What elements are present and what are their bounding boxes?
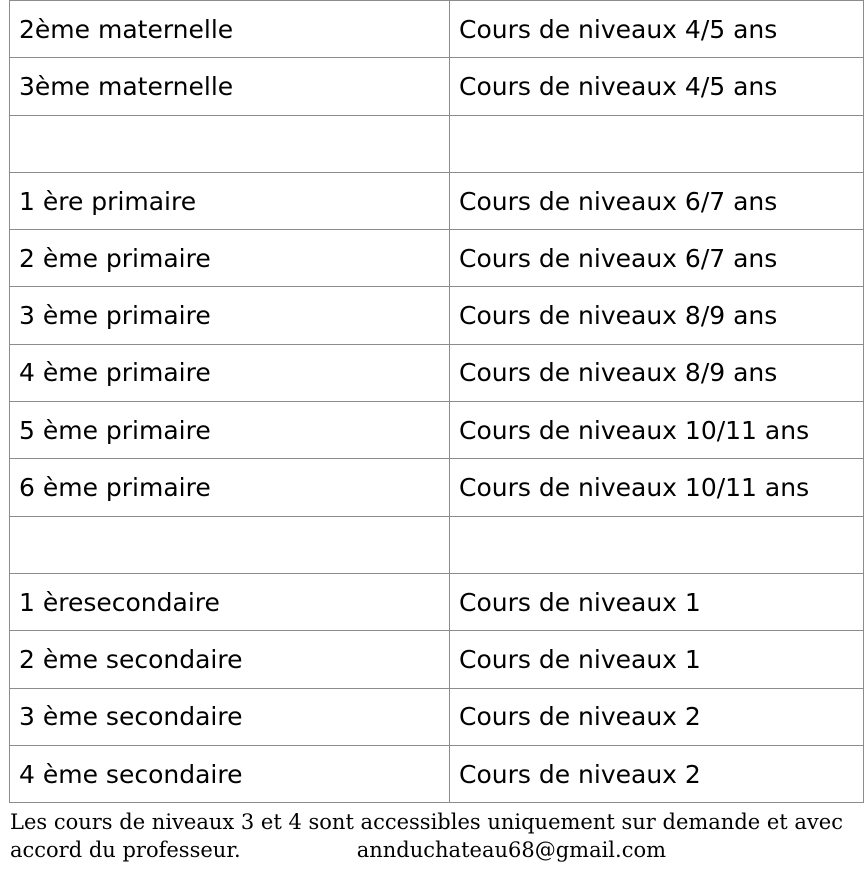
footnote	[10, 808, 860, 864]
course-cell: Cours de niveaux 10/11 ans	[450, 459, 864, 516]
table-row	[10, 172, 864, 229]
table-row	[10, 1, 864, 58]
grade-cell: 1 ère primaire	[10, 172, 450, 229]
table-row	[10, 745, 864, 802]
course-cell: Cours de niveaux 8/9 ans	[450, 344, 864, 401]
course-cell: Cours de niveaux 10/11 ans	[450, 402, 864, 459]
table-row	[10, 688, 864, 745]
course-cell: Cours de niveaux 8/9 ans	[450, 287, 864, 344]
course-cell: Cours de niveaux 6/7 ans	[450, 172, 864, 229]
grade-cell	[10, 516, 450, 573]
course-level-table	[9, 0, 864, 803]
grade-cell: 2 ème secondaire	[10, 631, 450, 688]
grade-cell: 6 ème primaire	[10, 459, 450, 516]
table-row-empty	[10, 115, 864, 172]
table-row	[10, 459, 864, 516]
course-cell	[450, 115, 864, 172]
course-cell: Cours de niveaux 2	[450, 688, 864, 745]
grade-cell: 4 ème primaire	[10, 344, 450, 401]
grade-cell: 3ème maternelle	[10, 58, 450, 115]
course-cell: Cours de niveaux 1	[450, 631, 864, 688]
table-row	[10, 344, 864, 401]
table-row	[10, 230, 864, 287]
course-level-table-container	[9, 0, 863, 803]
contact-email[interactable]: annduchateau68@gmail.com	[356, 838, 667, 862]
table-row	[10, 631, 864, 688]
course-cell: Cours de niveaux 2	[450, 745, 864, 802]
grade-cell	[10, 115, 450, 172]
course-cell	[450, 516, 864, 573]
grade-cell: 3 ème primaire	[10, 287, 450, 344]
grade-cell: 4 ème secondaire	[10, 745, 450, 802]
footnote-accord-text: accord du professeur.	[10, 838, 241, 862]
grade-cell: 1 èresecondaire	[10, 573, 450, 630]
footnote-line-1: Les cours de niveaux 3 et 4 sont accessibles uniquement sur demande et avec	[10, 810, 843, 834]
course-cell: Cours de niveaux 4/5 ans	[450, 58, 864, 115]
grade-cell: 5 ème primaire	[10, 402, 450, 459]
course-cell: Cours de niveaux 6/7 ans	[450, 230, 864, 287]
grade-cell: 2 ème primaire	[10, 230, 450, 287]
course-cell: Cours de niveaux 4/5 ans	[450, 1, 864, 58]
table-row	[10, 58, 864, 115]
footnote-line-2	[10, 836, 860, 864]
table-row	[10, 402, 864, 459]
grade-cell: 3 ème secondaire	[10, 688, 450, 745]
grade-cell: 2ème maternelle	[10, 1, 450, 58]
table-row	[10, 287, 864, 344]
course-cell: Cours de niveaux 1	[450, 573, 864, 630]
table-row-empty	[10, 516, 864, 573]
table-row	[10, 573, 864, 630]
